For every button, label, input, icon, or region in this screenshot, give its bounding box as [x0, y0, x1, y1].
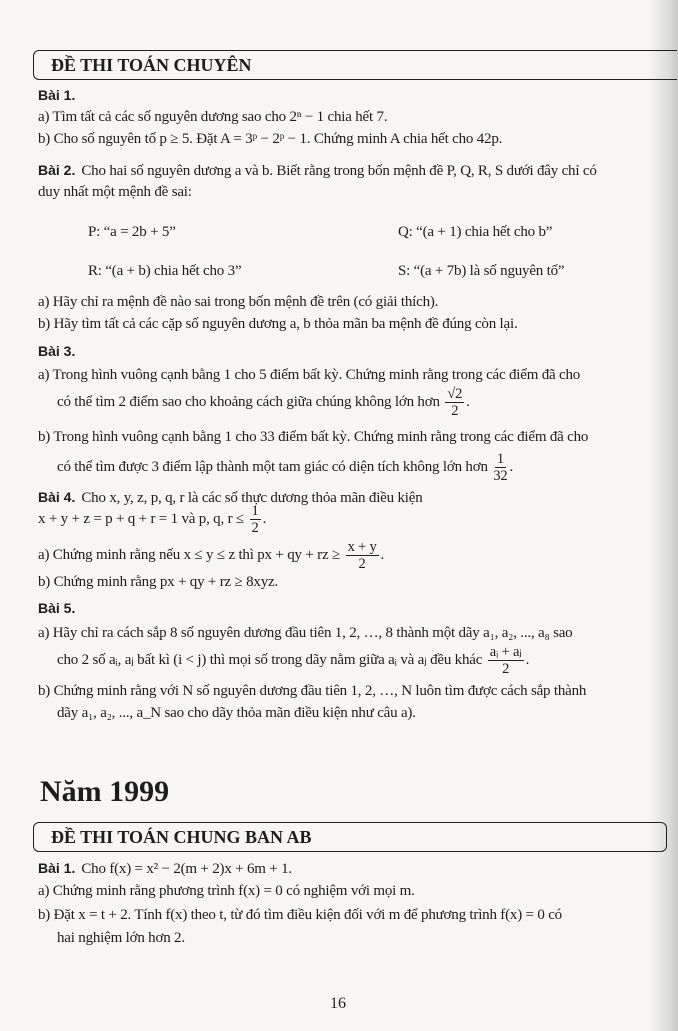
- problem-4b: b) Chứng minh rằng px + qy + rz ≥ 8xyz.: [38, 574, 279, 590]
- problem-1b-line1: b) Đặt x = t + 2. Tính f(x) theo t, từ đó tìm điều kiện đối với m để phương trình f(x) = 0 có: [38, 907, 562, 923]
- page-number: 16: [330, 995, 346, 1012]
- problem-1-line1: Bài 1. Cho f(x) = x² − 2(m + 2)x + 6m + 1.: [38, 860, 292, 877]
- problem-3a-line2: có thể tìm 2 điểm sao cho khoảng cách giữa chúng không lớn hơn $\frac{√2}{2}$ .: [57, 386, 470, 419]
- problem-1a: a) Tìm tất cả các số nguyên dương sao cho 2ⁿ − 1 chia hết 7.: [38, 109, 388, 125]
- problem-4-line2: x + y + z = p + q + r = 1 và p, q, r ≤ $\frac{1}{2}$ .: [38, 503, 267, 536]
- problem-3-label: Bài 3.: [38, 343, 76, 359]
- problem-1-label: Bài 1.: [38, 87, 76, 103]
- statement-p: P: “a = 2b + 5”: [88, 224, 176, 240]
- problem-4-line1: Bài 4. Cho x, y, z, p, q, r là các số thực dương thỏa mãn điều kiện: [38, 489, 423, 506]
- problem-3a-line1: a) Trong hình vuông cạnh bằng 1 cho 5 điểm bất kỳ. Chứng minh rằng trong các điểm đã cho: [38, 367, 581, 383]
- problem-2-line2: duy nhất một mệnh đề sai:: [38, 184, 192, 200]
- problem-1a: a) Chứng minh rằng phương trình f(x) = 0 có nghiệm với mọi m.: [38, 883, 415, 899]
- problem-5-label: Bài 5.: [38, 600, 76, 616]
- section-title: ĐỀ THI TOÁN CHUNG BAN AB: [51, 827, 312, 847]
- section-title: ĐỀ THI TOÁN CHUYÊN: [51, 55, 252, 75]
- problem-2-line1: Bài 2. Cho hai số nguyên dương a và b. Biết rằng trong bốn mệnh đề P, Q, R, S dưới đây chỉ có: [38, 162, 597, 179]
- fraction: $\frac{1}{2}$: [251, 503, 259, 536]
- problem-2b: b) Hãy tìm tất cả các cặp số nguyên dương a, b thỏa mãn ba mệnh đề đúng còn lại.: [38, 316, 518, 332]
- fraction: $\frac{\text{aᵢ + aⱼ}}{2}$: [489, 644, 522, 677]
- page-edge-shadow: [648, 0, 678, 1031]
- problem-5a-line2: cho 2 số aᵢ, aⱼ bất kì (i < j) thì mọi số trong dãy nằm giữa aᵢ và aⱼ đều khác $\frac{\text{aᵢ + aⱼ}}{2}$ .: [57, 644, 530, 677]
- statement-s: S: “(a + 7b) là số nguyên tố”: [398, 263, 565, 279]
- fraction: $\frac{1}{32}$: [493, 451, 508, 484]
- section-header-box: [33, 50, 677, 80]
- problem-5b-line2: dãy a₁, a₂, ..., a_N sao cho dãy thỏa mãn điều kiện như câu a).: [57, 705, 416, 721]
- statement-q: Q: “(a + 1) chia hết cho b”: [398, 224, 553, 240]
- problem-3b-line1: b) Trong hình vuông cạnh bằng 1 cho 33 điểm bất kỳ. Chứng minh rằng trong các điểm đã cho: [38, 429, 589, 445]
- year-heading: Năm 1999: [40, 775, 170, 808]
- problem-4a: a) Chứng minh rằng nếu x ≤ y ≤ z thì px + qy + rz ≥ $\frac{x + y}{2}$ .: [38, 539, 385, 572]
- problem-1b-line2: hai nghiệm lớn hơn 2.: [57, 930, 185, 946]
- section-header-box: [33, 822, 667, 852]
- statement-r: R: “(a + b) chia hết cho 3”: [88, 263, 242, 279]
- problem-3b-line2: có thể tìm được 3 điểm lập thành một tam giác có diện tích không lớn hơn $\frac{1}{32}$ .: [57, 451, 514, 484]
- fraction: $\frac{x + y}{2}$: [347, 539, 377, 572]
- problem-1b: b) Cho số nguyên tố p ≥ 5. Đặt A = 3ᵖ − 2ᵖ − 1. Chứng minh A chia hết cho 42p.: [38, 131, 503, 147]
- problem-5b-line1: b) Chứng minh rằng với N số nguyên dương đầu tiên 1, 2, …, N luôn tìm được cách sắp thành: [38, 683, 587, 699]
- fraction: $\frac{√2}{2}$: [447, 386, 463, 419]
- problem-2a: a) Hãy chỉ ra mệnh đề nào sai trong bốn mệnh đề trên (có giải thích).: [38, 294, 439, 310]
- problem-5a-line1: a) Hãy chỉ ra cách sắp 8 số nguyên dương đầu tiên 1, 2, …, 8 thành một dãy a₁, a₂, ..., a₈ sao: [38, 625, 573, 641]
